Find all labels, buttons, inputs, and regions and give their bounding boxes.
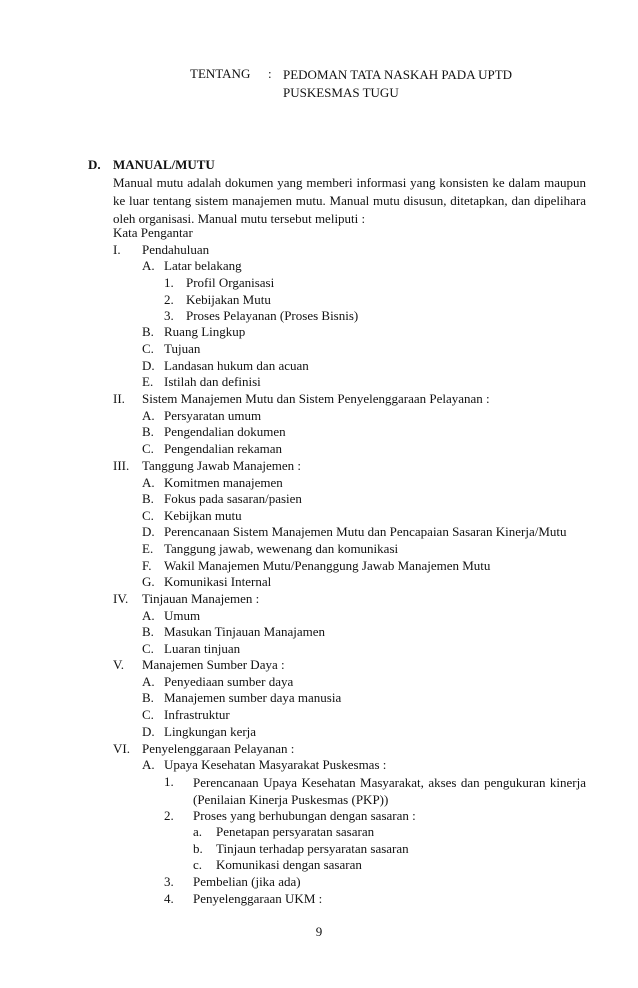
outline-marker: A. xyxy=(142,408,155,423)
outline-marker: B. xyxy=(142,690,154,705)
outline-marker: III. xyxy=(113,458,130,473)
outline-item-text: Proses yang berhubungan dengan sasaran : xyxy=(193,808,416,823)
page-number: 9 xyxy=(315,924,323,939)
header-colon: : xyxy=(268,66,272,81)
outline-item-text: Komunikasi dengan sasaran xyxy=(216,857,362,872)
outline-marker: F. xyxy=(142,558,152,573)
section-paragraph: Manual mutu adalah dokumen yang memberi informasi yang konsisten ke dalam maupun ke luar tentang sistem manajemen mutu. Manual mutu disusun, ditetapkan, dan dipelihara oleh organisasi. Manual mutu tersebut meliputi : xyxy=(113,175,586,226)
outline-item-text: Penyelenggaraan UKM : xyxy=(193,891,323,906)
outline-marker: B. xyxy=(142,424,154,439)
outline-marker: IV. xyxy=(113,591,129,606)
outline-marker: C. xyxy=(142,341,154,356)
outline-marker: D. xyxy=(142,358,155,373)
outline-item-text: Proses Pelayanan (Proses Bisnis) xyxy=(186,308,359,323)
outline-marker: 4. xyxy=(164,891,174,906)
outline-item-text: Infrastruktur xyxy=(164,707,230,722)
outline-marker: V. xyxy=(113,657,124,672)
outline-item-text: Upaya Kesehatan Masyarakat Puskesmas : xyxy=(164,757,387,772)
outline-marker: G. xyxy=(142,574,155,589)
outline-item-text: Umum xyxy=(164,608,201,623)
outline-item-text: Fokus pada sasaran/pasien xyxy=(164,491,302,506)
outline-item-text: Komunikasi Internal xyxy=(164,574,272,589)
outline-marker: A. xyxy=(142,258,155,273)
outline-marker: a. xyxy=(193,824,203,839)
outline-item-text: Pembelian (jika ada) xyxy=(193,874,301,889)
outline-item-text: Ruang Lingkup xyxy=(164,324,246,339)
outline-marker: D. xyxy=(142,724,155,739)
outline-item-text: Masukan Tinjauan Manajamen xyxy=(164,624,326,639)
outline-marker: E. xyxy=(142,374,154,389)
outline-item-text: Pengendalian rekaman xyxy=(164,441,283,456)
outline-item-text: Tinjaun terhadap persyaratan sasaran xyxy=(216,841,409,856)
outline-item-text: Kebijkan mutu xyxy=(164,508,242,523)
outline-marker: B. xyxy=(142,491,154,506)
outline-item-text: Tinjauan Manajemen : xyxy=(142,591,260,606)
outline-item-text: Manajemen Sumber Daya : xyxy=(142,657,285,672)
outline-item-text: Latar belakang xyxy=(164,258,242,273)
outline-marker: II. xyxy=(113,391,125,406)
outline-marker: A. xyxy=(142,757,155,772)
outline-marker: c. xyxy=(193,857,203,872)
header-value: PEDOMAN TATA NASKAH PADA UPTD PUSKESMAS TUGU xyxy=(283,67,513,100)
section-number: D. xyxy=(88,157,101,172)
outline-item-text: Perencanaan Upaya Kesehatan Masyarakat, akses dan pengukuran kinerja (Penilaian Kinerja Puskesmas (PKP)) xyxy=(193,775,586,807)
outline-item-text: Tanggung jawab, wewenang dan komunikasi xyxy=(164,541,399,556)
outline-marker: C. xyxy=(142,707,154,722)
outline-marker: I. xyxy=(113,242,121,257)
outline-item-text: Profil Organisasi xyxy=(186,275,275,290)
outline-marker: A. xyxy=(142,475,155,490)
outline-item-text: Penyediaan sumber daya xyxy=(164,674,294,689)
outline-marker: 1. xyxy=(164,275,174,290)
outline-marker: 2. xyxy=(164,808,174,823)
outline-marker: B. xyxy=(142,624,154,639)
outline-marker: A. xyxy=(142,608,155,623)
outline-marker: C. xyxy=(142,641,154,656)
outline-item-text: Wakil Manajemen Mutu/Penanggung Jawab Manajemen Mutu xyxy=(164,558,491,573)
outline-marker: A. xyxy=(142,674,155,689)
outline-marker: 3. xyxy=(164,308,174,323)
outline-item-text: Kebijakan Mutu xyxy=(186,292,271,307)
outline-item-text: Sistem Manajemen Mutu dan Sistem Penyelenggaraan Pelayanan : xyxy=(142,391,490,406)
outline-item-text: Penyelenggaraan Pelayanan : xyxy=(142,741,295,756)
outline-marker: C. xyxy=(142,508,154,523)
outline-marker: C. xyxy=(142,441,154,456)
outline-item-text: Luaran tinjuan xyxy=(164,641,241,656)
outline-item-text: Pendahuluan xyxy=(142,242,210,257)
section-title: MANUAL/MUTU xyxy=(113,157,215,172)
outline-marker: VI. xyxy=(113,741,130,756)
outline-marker: D. xyxy=(142,524,155,539)
outline-marker: B. xyxy=(142,324,154,339)
outline-item-text: Perencanaan Sistem Manajemen Mutu dan Pencapaian Sasaran Kinerja/Mutu xyxy=(164,524,567,539)
outline-item-text: Tujuan xyxy=(164,341,201,356)
outline-item-text: Tanggung Jawab Manajemen : xyxy=(142,458,302,473)
outline-item-text: Kata Pengantar xyxy=(113,225,193,240)
outline-marker: 3. xyxy=(164,874,174,889)
outline-item-text: Penetapan persyaratan sasaran xyxy=(216,824,375,839)
outline-item-text: Manajemen sumber daya manusia xyxy=(164,690,342,705)
outline-item-text: Persyaratan umum xyxy=(164,408,262,423)
outline-marker: E. xyxy=(142,541,154,556)
outline-marker: 1. xyxy=(164,774,174,789)
outline-item-text: Landasan hukum dan acuan xyxy=(164,358,309,373)
outline-marker: 2. xyxy=(164,292,174,307)
outline-item-text: Istilah dan definisi xyxy=(164,374,261,389)
outline-item-text: Lingkungan kerja xyxy=(164,724,257,739)
outline-item-text: Komitmen manajemen xyxy=(164,475,283,490)
header-label: TENTANG xyxy=(190,66,251,81)
outline-item-text: Pengendalian dokumen xyxy=(164,424,286,439)
outline-marker: b. xyxy=(193,841,203,856)
